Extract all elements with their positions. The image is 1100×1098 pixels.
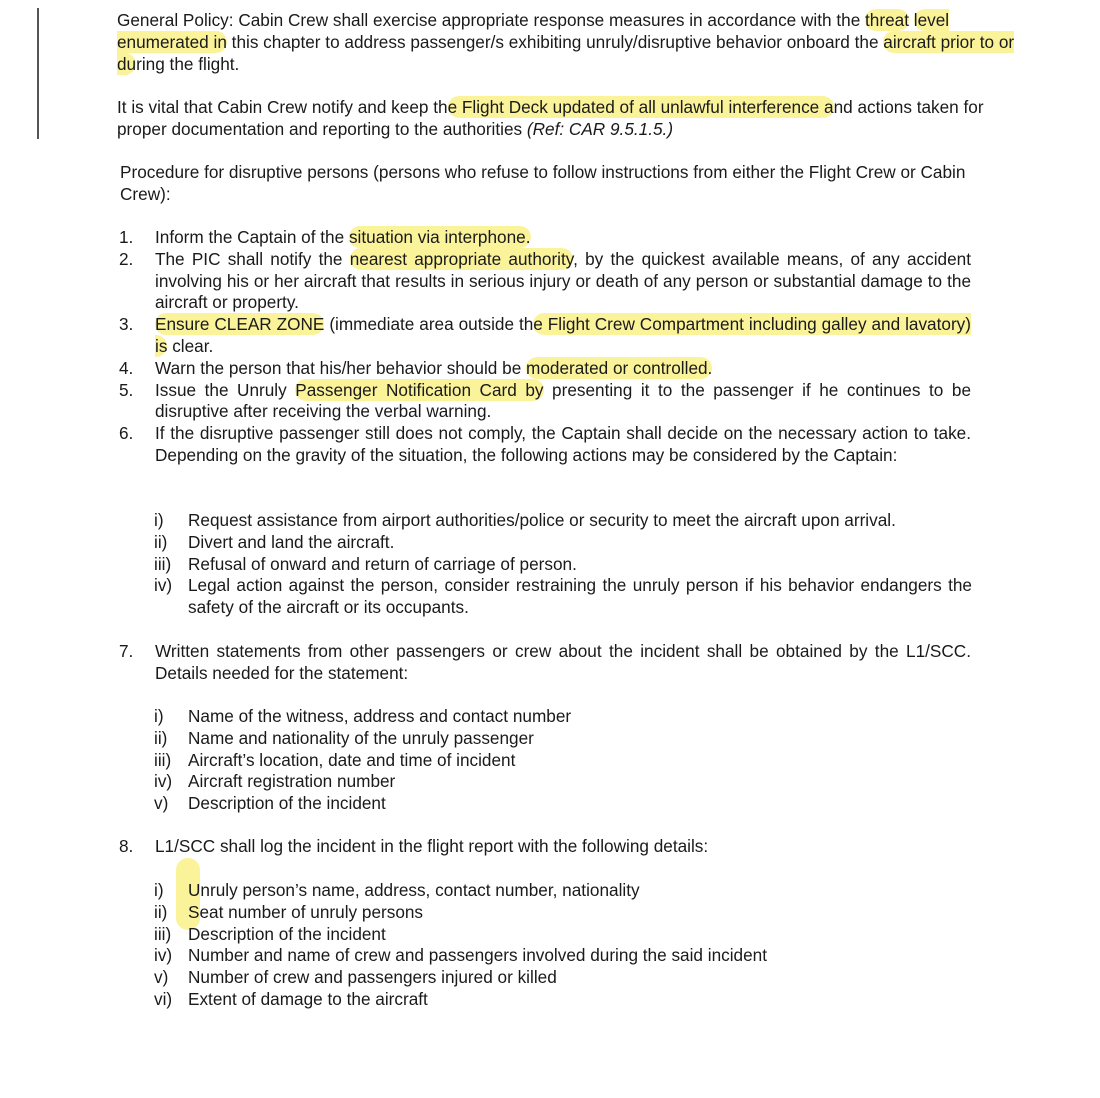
sub-number: v) bbox=[154, 793, 169, 814]
list-item bbox=[119, 314, 971, 358]
list-item bbox=[154, 967, 972, 989]
step-text bbox=[155, 380, 971, 424]
list-item bbox=[154, 510, 972, 532]
sub-text: Description of the incident bbox=[188, 923, 386, 944]
step-text-part: (immediate area outside th bbox=[324, 314, 534, 335]
step-text bbox=[155, 249, 971, 314]
list-item bbox=[154, 750, 972, 772]
step-number: 8. bbox=[119, 836, 134, 856]
sub-text: Aircraft’s location, date and time of incident bbox=[188, 749, 516, 770]
sub-number: vi) bbox=[154, 988, 173, 1009]
list-item bbox=[154, 924, 972, 946]
step-text-part: presenting it to the passenger if he continues to be disruptive after receiving the verbal warning. bbox=[155, 379, 971, 422]
list-item bbox=[154, 793, 972, 815]
list-item bbox=[119, 358, 971, 380]
margin-change-bar bbox=[37, 8, 39, 139]
list-item bbox=[154, 771, 972, 793]
sub-text: Description of the incident bbox=[188, 793, 386, 814]
list-item bbox=[119, 227, 971, 249]
sub-text: Refusal of onward and return of carriage of person. bbox=[188, 553, 577, 574]
sub-text: Seat number of unruly persons bbox=[188, 901, 424, 922]
sub-number: iii) bbox=[154, 553, 172, 574]
step-text bbox=[155, 358, 971, 380]
step-text-part: The PIC shall notify the bbox=[155, 248, 350, 269]
step-text-part: Issue the Unruly bbox=[155, 379, 296, 400]
list-item bbox=[154, 554, 972, 576]
highlight-text: e Flight Crew Compartment including galley and lavatory) is bbox=[155, 314, 971, 356]
list-item bbox=[154, 989, 972, 1011]
list-item bbox=[154, 945, 972, 967]
sub-text: Name of the witness, address and contact number bbox=[188, 706, 572, 726]
sub-text: Number and name of crew and passengers involved during the said incident bbox=[188, 945, 767, 966]
sub-text: Name and nationality of the unruly passenger bbox=[188, 727, 534, 748]
highlight-threat: threat bbox=[865, 10, 909, 30]
general-text-1: General Policy: Cabin Crew shall exercise appropriate response measures in accordance with the bbox=[117, 10, 866, 30]
list-item bbox=[154, 706, 972, 728]
step6-sublist bbox=[154, 510, 972, 619]
list-item bbox=[119, 249, 971, 314]
step-text: Written statements from other passengers or crew about the incident shall be obtained by the L1/SCC. Details needed for the statement: bbox=[155, 641, 971, 683]
sub-text: Divert and land the aircraft. bbox=[188, 531, 395, 552]
step-number: 3. bbox=[119, 314, 134, 335]
procedure-heading: Procedure for disruptive persons (persons who refuse to follow instructions from either the Flight Crew or Cabin Crew): bbox=[120, 162, 966, 204]
highlight-text: Ensure CLEAR ZONE bbox=[155, 314, 325, 335]
sub-text: Aircraft registration number bbox=[188, 771, 396, 792]
step-text-part: , by the quickest available means, of any accident involving his or her aircraft that results in serious injury or death of any person or substantial damage to the aircraft or property. bbox=[155, 248, 971, 313]
list-item bbox=[119, 423, 971, 467]
sub-number: i) bbox=[154, 510, 164, 530]
sub-number: i) bbox=[154, 880, 164, 900]
sub-number: iv) bbox=[154, 945, 173, 966]
sub-number: ii) bbox=[154, 531, 168, 552]
step-text: L1/SCC shall log the incident in the flight report with the following details: bbox=[155, 836, 709, 856]
list-item bbox=[154, 902, 972, 924]
highlight-text: Passenger Notification Card by bbox=[295, 379, 544, 400]
highlight-aircraft-prior: aircraft prior to or du bbox=[117, 31, 1015, 74]
sub-number: i) bbox=[154, 706, 164, 726]
sub-number: ii) bbox=[154, 901, 168, 922]
list-item bbox=[154, 575, 972, 619]
highlight-text: situation via interphone. bbox=[348, 227, 531, 247]
step-number: 5. bbox=[119, 379, 134, 400]
sub-number: iii) bbox=[154, 749, 172, 770]
step-number: 1. bbox=[119, 227, 134, 247]
general-text-3: this chapter to address passenger/s exhibiting unruly/disruptive behavior onboard the bbox=[226, 31, 884, 52]
list-item bbox=[119, 380, 971, 424]
list-item bbox=[119, 641, 971, 685]
list-item bbox=[154, 532, 972, 554]
sub-text: Unruly person’s name, address, contact number, nationality bbox=[188, 880, 640, 900]
step-text bbox=[155, 314, 971, 358]
vital-text-2: nd actions taken for proper documentation and reporting to the authorities bbox=[117, 97, 984, 139]
general-policy-paragraph bbox=[117, 10, 1017, 75]
sub-number: v) bbox=[154, 967, 169, 988]
general-text-4: ring the flight. bbox=[136, 53, 240, 74]
vital-text-1: It is vital that Cabin Crew notify and keep th bbox=[117, 97, 448, 117]
steps-list bbox=[119, 227, 971, 467]
highlight-flight-deck: e Flight Deck updated of all unlawful interference a bbox=[447, 97, 834, 117]
highlight-level-enumerated: level enumerated in bbox=[117, 10, 950, 52]
car-reference: (Ref: CAR 9.5.1.5.) bbox=[526, 118, 674, 139]
sub-text: Extent of damage to the aircraft bbox=[188, 988, 428, 1009]
step-number: 2. bbox=[119, 248, 134, 269]
step-text bbox=[155, 227, 971, 249]
sub-text: Number of crew and passengers injured or killed bbox=[188, 967, 557, 988]
list-item bbox=[154, 880, 972, 902]
sub-number: iv) bbox=[154, 575, 173, 596]
step-number: 7. bbox=[119, 641, 134, 661]
highlight-text: moderated or controlled. bbox=[526, 357, 713, 378]
step8 bbox=[119, 836, 971, 858]
list-item bbox=[154, 728, 972, 750]
step8-sublist bbox=[154, 880, 972, 1011]
sub-number: iii) bbox=[154, 923, 172, 944]
sub-text: Legal action against the person, consider restraining the unruly person if his behavior endangers the safety of the aircraft or its occupants. bbox=[188, 575, 972, 618]
step-text-part: Inform the Captain of the bbox=[155, 227, 349, 247]
step7 bbox=[119, 641, 971, 685]
sub-number: ii) bbox=[154, 727, 168, 748]
vital-paragraph bbox=[117, 97, 997, 141]
list-item bbox=[119, 836, 971, 858]
step-text-part: clear. bbox=[167, 335, 214, 356]
sub-number: iv) bbox=[154, 771, 173, 792]
step-text-part: Warn the person that his/her behavior should be bbox=[155, 357, 527, 378]
step-number: 4. bbox=[119, 357, 134, 378]
sub-text: Request assistance from airport authorities/police or security to meet the aircraft upon arrival. bbox=[188, 510, 896, 530]
step-number: 6. bbox=[119, 423, 134, 444]
step-text: If the disruptive passenger still does not comply, the Captain shall decide on the necessary action to take. Depending on the gravity of the situation, the following actions may be considered by the Captain: bbox=[155, 423, 971, 465]
step7-sublist bbox=[154, 706, 972, 815]
highlight-text: nearest appropriate authority bbox=[349, 248, 574, 269]
